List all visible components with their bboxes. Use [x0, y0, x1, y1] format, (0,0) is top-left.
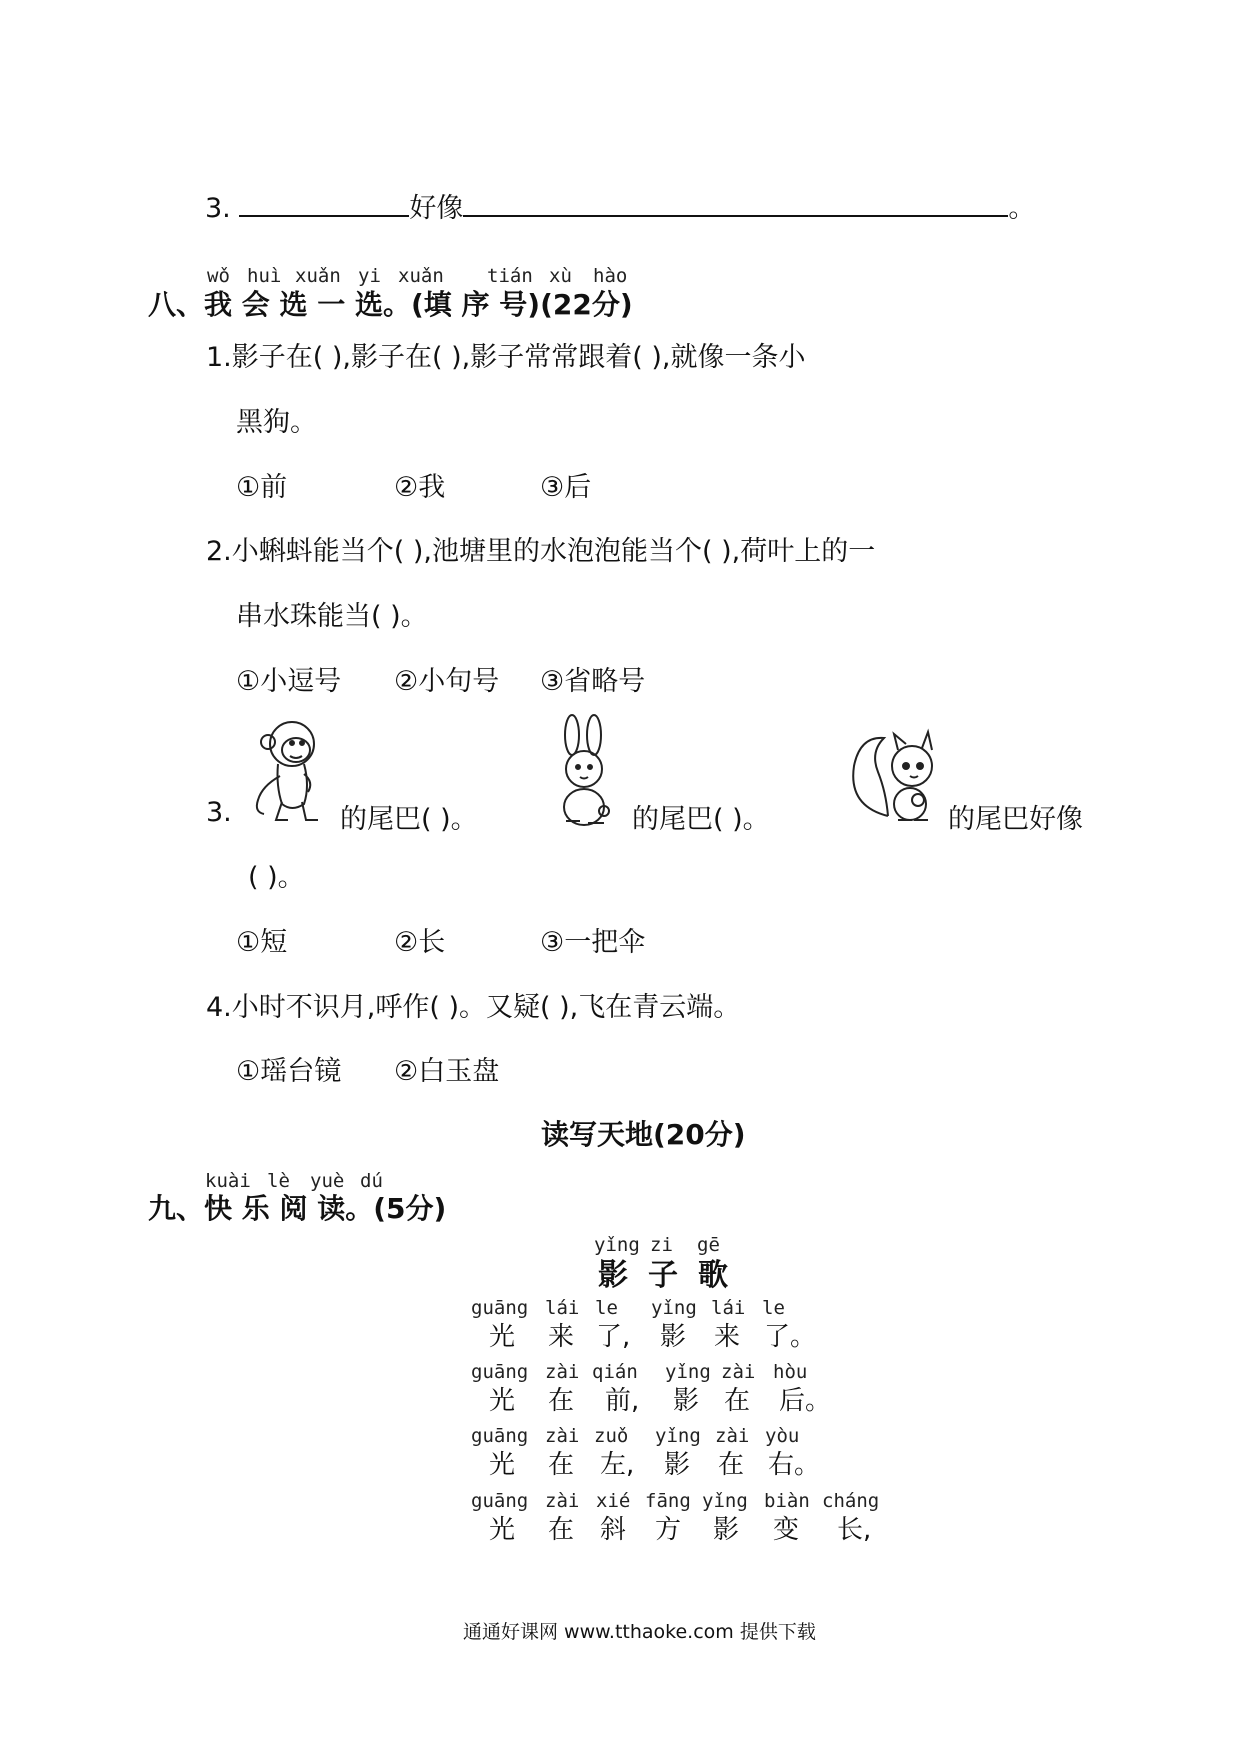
s8-pinyin-3: yi [358, 265, 381, 287]
poem-l3-ch-4: 在 [718, 1450, 745, 1480]
s8-q4-line1: 4.小时不识月,呼作( )。又疑( ),飞在青云端。 [206, 992, 741, 1023]
poem-l1-ch-2: 了, [596, 1322, 631, 1352]
poem-title-pinyin-2: gē [697, 1234, 720, 1256]
s8-q1-line1: 1.影子在( ),影子在( ),影子常常跟着( ),就像一条小 [206, 342, 806, 373]
footer-text: 通通好课网 www.tthaoke.com 提供下载 [463, 1621, 816, 1643]
s8-heading: 八、我 会 选 一 选。(填 序 号)(22分) [148, 288, 633, 321]
s8-pinyin-4: xuǎn [398, 265, 444, 287]
poem-l4-py-1: zài [545, 1490, 580, 1512]
s8-q4-option-1: ①瑶台镜 [236, 1056, 342, 1087]
poem-l3-ch-3: 影 [664, 1450, 691, 1480]
s8-q3-part1: 的尾巴( )。 [340, 804, 478, 835]
s8-q1-option-3: ③后 [540, 472, 592, 503]
poem-l1-ch-5: 了。 [764, 1322, 817, 1352]
poem-title-char-2: 歌 [698, 1258, 728, 1293]
poem-l2-ch-5: 后。 [779, 1386, 832, 1416]
poem-l2-ch-2: 前, [605, 1386, 640, 1416]
s8-q1-option-2: ②我 [394, 472, 446, 503]
poem-l3-ch-0: 光 [489, 1450, 516, 1480]
squirrel-icon [848, 716, 948, 830]
poem-l4-ch-0: 光 [489, 1515, 516, 1545]
poem-l1-ch-4: 来 [714, 1322, 741, 1352]
poem-l2-py-0: guāng [471, 1361, 529, 1383]
s8-pinyin-1: huì [247, 265, 282, 287]
poem-l3-py-0: guāng [471, 1425, 529, 1447]
poem-l1-py-5: le [762, 1297, 785, 1319]
q7-3-blank-2[interactable] [463, 193, 1008, 217]
poem-l2-ch-1: 在 [548, 1386, 575, 1416]
s8-q3-part3: 的尾巴好像 [948, 804, 1083, 835]
monkey-icon [240, 716, 340, 828]
poem-l3-py-4: zài [715, 1425, 750, 1447]
poem-l1-ch-0: 光 [489, 1322, 516, 1352]
poem-title-pinyin-1: zi [650, 1234, 673, 1256]
poem-l3-py-1: zài [545, 1425, 580, 1447]
q7-3-number: 3. [205, 193, 231, 224]
poem-l2-ch-3: 影 [673, 1386, 700, 1416]
s8-q2-option-2: ②小句号 [394, 666, 500, 697]
s9-pinyin-3: dú [360, 1170, 383, 1192]
s8-q3-line2: ( )。 [248, 862, 305, 893]
poem-l2-ch-4: 在 [724, 1386, 751, 1416]
s8-q2-line1: 2.小蝌蚪能当个( ),池塘里的水泡泡能当个( ),荷叶上的一 [206, 536, 876, 567]
poem-l4-py-0: guāng [471, 1490, 529, 1512]
s8-q2-option-1: ①小逗号 [236, 666, 342, 697]
poem-l4-py-4: yǐng [702, 1490, 748, 1512]
poem-l1-py-3: yǐng [651, 1297, 697, 1319]
poem-l1-py-4: lái [711, 1297, 746, 1319]
s9-pinyin-0: kuài [205, 1170, 251, 1192]
poem-l1-py-0: guāng [471, 1297, 529, 1319]
poem-l3-ch-2: 左, [600, 1450, 635, 1480]
poem-l2-py-5: hòu [773, 1361, 808, 1383]
poem-l1-ch-3: 影 [660, 1322, 687, 1352]
poem-l2-py-2: qián [592, 1361, 638, 1383]
q7-3-blank-1[interactable] [239, 193, 409, 217]
poem-l4-py-6: cháng [822, 1490, 880, 1512]
poem-l3-ch-5: 右。 [768, 1450, 821, 1480]
poem-l3-py-3: yǐng [655, 1425, 701, 1447]
s9-heading: 九、快 乐 阅 读。(5分) [148, 1192, 447, 1225]
poem-l4-ch-3: 方 [655, 1515, 682, 1545]
poem-l4-ch-1: 在 [548, 1515, 575, 1545]
s8-pinyin-2: xuǎn [295, 265, 341, 287]
poem-l1-ch-1: 来 [548, 1322, 575, 1352]
s8-q3-number: 3. [206, 797, 232, 828]
poem-title-pinyin-0: yǐng [594, 1234, 640, 1256]
s8-q2-line2: 串水珠能当( )。 [236, 601, 428, 632]
s8-pinyin-0: wǒ [207, 265, 230, 287]
s8-q3-option-3: ③一把伞 [540, 927, 646, 958]
section-title: 读写天地(20分) [541, 1118, 746, 1151]
s8-q1-line2: 黑狗。 [236, 407, 317, 438]
poem-l4-ch-5: 变 [773, 1515, 800, 1545]
poem-l3-ch-1: 在 [548, 1450, 575, 1480]
poem-l2-ch-0: 光 [489, 1386, 516, 1416]
q7-3-mid: 好像 [409, 193, 464, 224]
poem-l2-py-4: zài [721, 1361, 756, 1383]
s9-pinyin-1: lè [267, 1170, 290, 1192]
poem-l4-py-2: xié [596, 1490, 631, 1512]
poem-l4-py-3: fāng [645, 1490, 691, 1512]
s8-q1-option-1: ①前 [236, 472, 288, 503]
poem-l1-py-1: lái [545, 1297, 580, 1319]
s8-pinyin-7: hào [593, 265, 628, 287]
rabbit-icon [548, 713, 620, 831]
poem-l3-py-5: yòu [765, 1425, 800, 1447]
poem-title-char-0: 影 [598, 1258, 628, 1293]
s8-pinyin-6: xù [549, 265, 572, 287]
q7-3 [205, 186, 1035, 225]
poem-title-char-1: 子 [648, 1258, 678, 1293]
poem-l4-ch-4: 影 [713, 1515, 740, 1545]
poem-l3-py-2: zuǒ [594, 1425, 629, 1447]
s8-q3-part2: 的尾巴( )。 [632, 804, 770, 835]
poem-l4-py-5: biàn [764, 1490, 810, 1512]
poem-l4-ch-6: 长, [837, 1515, 872, 1545]
poem-l2-py-1: zài [545, 1361, 580, 1383]
q7-3-end: 。 [1008, 193, 1036, 224]
s8-q4-option-2: ②白玉盘 [394, 1056, 500, 1087]
s8-q3-option-1: ①短 [236, 927, 288, 958]
s8-q3-option-2: ②长 [394, 927, 446, 958]
poem-l2-py-3: yǐng [665, 1361, 711, 1383]
poem-l1-py-2: le [595, 1297, 618, 1319]
s8-pinyin-5: tián [487, 265, 533, 287]
s9-pinyin-2: yuè [310, 1170, 345, 1192]
s8-q2-option-3: ③省略号 [540, 666, 646, 697]
poem-l4-ch-2: 斜 [600, 1515, 627, 1545]
